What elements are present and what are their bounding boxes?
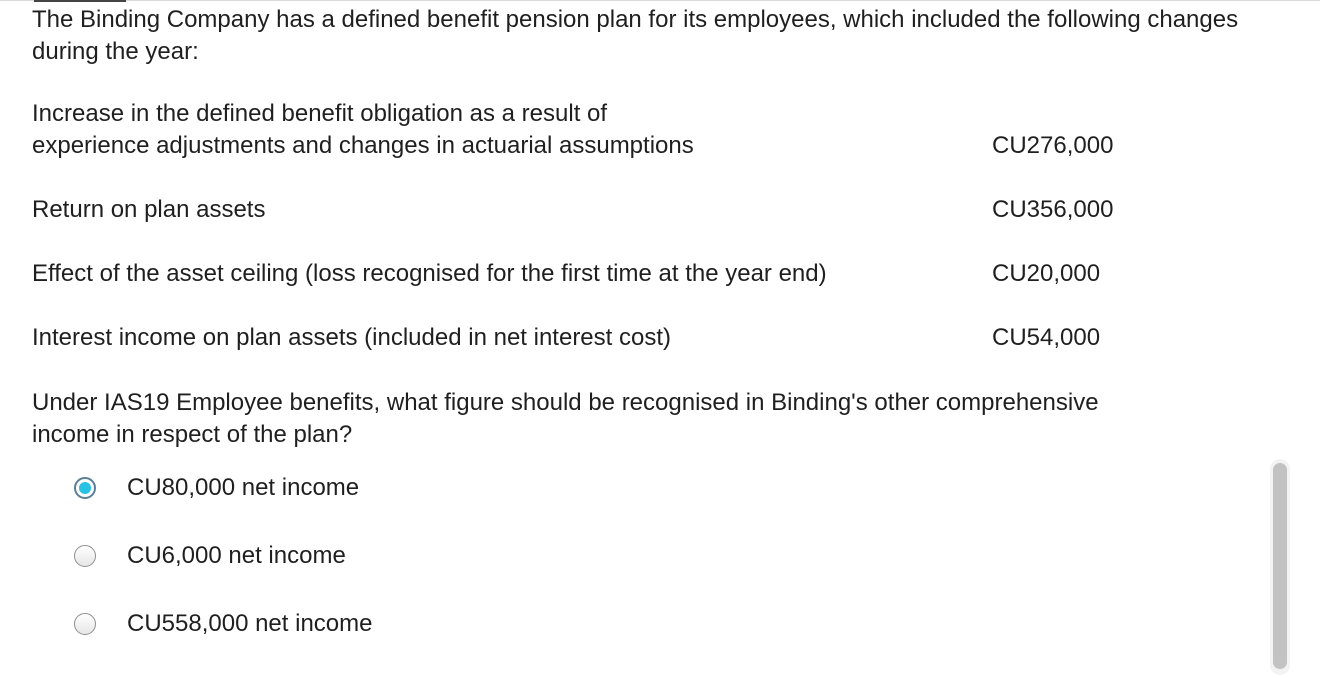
radio-button[interactable]	[74, 613, 96, 635]
row-label-dbo-line-1: Increase in the defined benefit obligation as a result of	[32, 100, 608, 127]
top-tab-marker	[34, 0, 126, 2]
answer-option-label[interactable]: CU558,000 net income	[127, 610, 373, 637]
row-label-interest-income: Interest income on plan assets (included in net interest cost)	[32, 324, 671, 351]
vertical-scrollbar[interactable]	[1270, 459, 1290, 675]
row-label-asset-ceiling: Effect of the asset ceiling (loss recognised for the first time at the year end)	[32, 260, 827, 287]
row-label-return: Return on plan assets	[32, 196, 266, 223]
row-label-dbo-line-2: experience adjustments and changes in actuarial assumptions	[32, 132, 694, 159]
row-value-asset-ceiling: CU20,000	[992, 260, 1101, 287]
question-intro: The Binding Company has a defined benefit pension plan for its employees, which included the following changes during the year:	[32, 6, 1239, 65]
row-value-interest-income: CU54,000	[992, 324, 1101, 351]
radio-button-selected[interactable]	[74, 477, 96, 499]
answer-option-label[interactable]: CU6,000 net income	[127, 542, 346, 569]
answer-option-2[interactable]	[74, 540, 346, 572]
row-value-return: CU356,000	[992, 196, 1114, 223]
scrollbar-thumb[interactable]	[1273, 463, 1287, 669]
answer-option-3[interactable]	[74, 608, 372, 640]
top-divider	[0, 0, 1320, 1]
question-text: Under IAS19 Employee benefits, what figure should be recognised in Binding's other comprehensive income in respect of the plan?	[32, 389, 1099, 448]
radio-button[interactable]	[74, 545, 96, 567]
answer-option-label[interactable]: CU80,000 net income	[127, 474, 360, 501]
row-value-dbo: CU276,000	[992, 132, 1114, 159]
answer-option-1[interactable]	[74, 472, 359, 504]
